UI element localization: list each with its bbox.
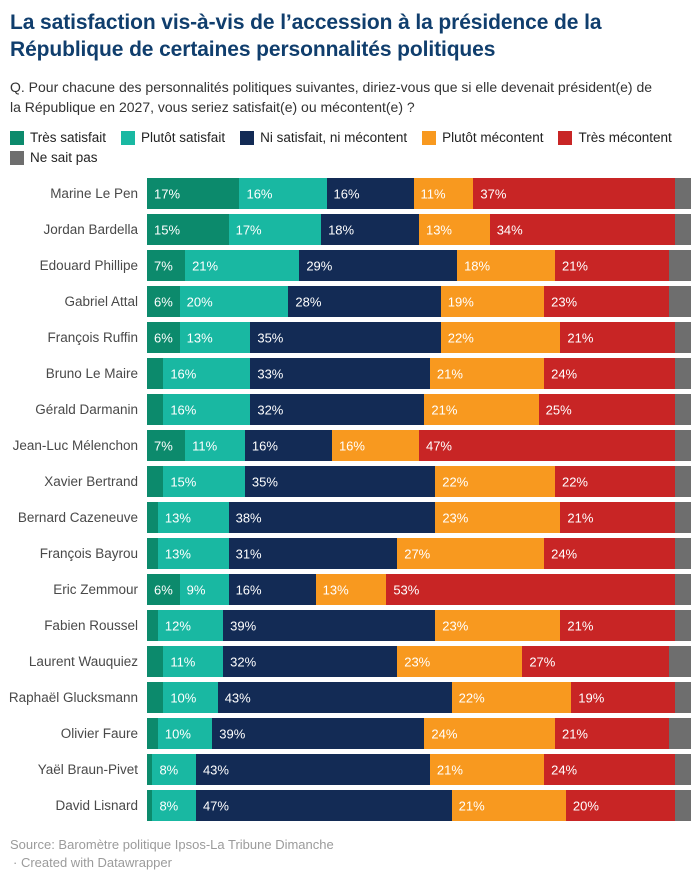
row-label: Gérald Darmanin <box>35 402 138 418</box>
row-label: Xavier Bertrand <box>44 474 138 490</box>
segment-value-label: 6% <box>154 582 173 598</box>
bar-row-david-lisnard <box>10 790 691 821</box>
segment-value-label: 20% <box>186 294 213 310</box>
legend-item-pluto-t-satisfait <box>121 130 225 145</box>
bar-segment-ne-sait-pas <box>675 466 691 497</box>
segment-value-label: 6% <box>154 330 173 346</box>
segment-value-label: 15% <box>154 222 181 238</box>
bar-segment-tre-s-me-content <box>522 646 669 677</box>
bar-segment-tre-s-me-content <box>544 754 675 785</box>
chart-title: La satisfaction vis-à-vis de l’accession à la présidence de la République de certaines personnalités politiques <box>10 11 602 62</box>
bar-segment-ni-satisfait-ni-me-content <box>212 718 424 749</box>
bar-segment-pluto-t-satisfait <box>152 790 196 821</box>
row-label: Raphaël Glucksmann <box>8 690 138 706</box>
segment-value-label: 16% <box>338 438 365 454</box>
chart-subtitle: Q. Pour chacune des personnalités politiques suivantes, diriez-vous que si elle devenait président(e) de la République en 2027, vous seriez satisfait(e) ou mécontent(e) ? <box>10 78 653 115</box>
row-label: David Lisnard <box>55 798 138 814</box>
bar-segment-pluto-t-satisfait <box>185 430 245 461</box>
segment-value-label: 21% <box>436 762 463 778</box>
bar-track <box>147 610 691 641</box>
bar-track <box>147 430 691 461</box>
bar-track <box>147 286 691 317</box>
bar-segment-tre-s-satisfait <box>147 718 158 749</box>
bar-segment-tre-s-me-content <box>560 610 674 641</box>
bar-segment-ne-sait-pas <box>675 790 691 821</box>
bar-track <box>147 214 691 245</box>
bar-segment-pluto-t-me-content <box>435 610 560 641</box>
segment-value-label: 22% <box>447 330 474 346</box>
row-label: Gabriel Attal <box>64 294 138 310</box>
segment-value-label: 7% <box>154 438 173 454</box>
bar-segment-tre-s-me-content <box>555 718 669 749</box>
segment-value-label: 43% <box>224 690 251 706</box>
bar-segment-ni-satisfait-ni-me-content <box>250 322 440 353</box>
bar-row-ge-rald-darmanin <box>10 394 691 425</box>
bar-track <box>147 574 691 605</box>
bar-track <box>147 682 691 713</box>
bar-segment-tre-s-satisfait <box>147 610 158 641</box>
bar-row-yae-l-braun-pivet <box>10 754 691 785</box>
segment-value-label: 19% <box>447 294 474 310</box>
row-label: Bruno Le Maire <box>45 366 138 382</box>
segment-value-label: 38% <box>235 510 262 526</box>
segment-value-label: 23% <box>442 510 469 526</box>
row-label: Jean-Luc Mélenchon <box>12 438 138 454</box>
legend-label: Plutôt satisfait <box>141 130 226 146</box>
bar-segment-ne-sait-pas <box>669 286 691 317</box>
bar-segment-tre-s-me-content <box>571 682 674 713</box>
bar-segment-ne-sait-pas <box>675 178 691 209</box>
segment-value-label: 24% <box>551 546 578 562</box>
segment-value-label: 22% <box>561 474 588 490</box>
segment-value-label: 10% <box>164 726 191 742</box>
legend-swatch-icon <box>10 151 24 165</box>
bar-segment-tre-s-me-content <box>473 178 674 209</box>
bar-segment-ne-sait-pas <box>675 574 691 605</box>
bar-segment-tre-s-me-content <box>386 574 674 605</box>
segment-value-label: 21% <box>561 258 588 274</box>
legend-label: Très mécontent <box>578 130 672 146</box>
legend-row <box>10 150 691 165</box>
segment-value-label: 22% <box>458 690 485 706</box>
segment-value-label: 24% <box>551 762 578 778</box>
legend-label: Plutôt mécontent <box>442 130 544 146</box>
bar-segment-ne-sait-pas <box>669 646 691 677</box>
bar-segment-pluto-t-me-content <box>430 358 544 389</box>
segment-value-label: 47% <box>425 438 452 454</box>
row-label: Olivier Faure <box>60 726 138 742</box>
bar-segment-ni-satisfait-ni-me-content <box>299 250 457 281</box>
bar-segment-ni-satisfait-ni-me-content <box>288 286 440 317</box>
legend-swatch-icon <box>121 131 135 145</box>
bar-track <box>147 718 691 749</box>
segment-value-label: 13% <box>164 546 191 562</box>
bar-track <box>147 466 691 497</box>
bar-segment-ne-sait-pas <box>675 214 691 245</box>
segment-value-label: 17% <box>154 186 181 202</box>
bar-segment-ne-sait-pas <box>675 358 691 389</box>
bar-row-xavier-bertrand <box>10 466 691 497</box>
bar-segment-pluto-t-me-content <box>435 466 555 497</box>
bar-segment-tre-s-me-content <box>539 394 675 425</box>
segment-value-label: 16% <box>170 402 197 418</box>
segment-value-label: 47% <box>202 798 229 814</box>
row-label: Eric Zemmour <box>53 582 138 598</box>
segment-value-label: 34% <box>496 222 523 238</box>
segment-value-label: 33% <box>257 366 284 382</box>
bar-segment-pluto-t-satisfait <box>229 214 321 245</box>
bar-row-olivier-faure <box>10 718 691 749</box>
bar-segment-pluto-t-satisfait <box>158 610 223 641</box>
segment-value-label: 31% <box>235 546 262 562</box>
bar-segment-pluto-t-me-content <box>397 538 544 569</box>
bar-segment-ni-satisfait-ni-me-content <box>250 358 430 389</box>
segment-value-label: 21% <box>567 330 594 346</box>
bar-segment-ni-satisfait-ni-me-content <box>196 754 430 785</box>
bar-segment-pluto-t-satisfait <box>180 322 251 353</box>
segment-value-label: 21% <box>567 510 594 526</box>
bar-row-franc-ois-ruffin <box>10 322 691 353</box>
bar-segment-tre-s-satisfait <box>147 502 158 533</box>
bar-row-laurent-wauquiez <box>10 646 691 677</box>
segment-value-label: 32% <box>257 402 284 418</box>
bar-segment-ni-satisfait-ni-me-content <box>223 646 397 677</box>
bar-segment-pluto-t-me-content <box>316 574 387 605</box>
bar-segment-tre-s-me-content <box>560 502 674 533</box>
bar-segment-tre-s-me-content <box>555 466 675 497</box>
bar-segment-pluto-t-satisfait <box>180 574 229 605</box>
segment-value-label: 21% <box>436 366 463 382</box>
segment-value-label: 10% <box>170 690 197 706</box>
row-label: Marine Le Pen <box>50 186 138 202</box>
bar-row-gabriel-attal <box>10 286 691 317</box>
segment-value-label: 12% <box>164 618 191 634</box>
bar-segment-tre-s-satisfait <box>147 286 180 317</box>
bar-segment-ni-satisfait-ni-me-content <box>250 394 424 425</box>
bar-segment-pluto-t-me-content <box>441 286 544 317</box>
segment-value-label: 39% <box>219 726 246 742</box>
bar-row-fabien-roussel <box>10 610 691 641</box>
bar-segment-pluto-t-me-content <box>424 718 555 749</box>
segment-value-label: 23% <box>404 654 431 670</box>
segment-value-label: 43% <box>202 762 229 778</box>
row-label: François Ruffin <box>47 330 138 346</box>
bar-row-franc-ois-bayrou <box>10 538 691 569</box>
segment-value-label: 13% <box>425 222 452 238</box>
bar-segment-pluto-t-satisfait <box>152 754 196 785</box>
segment-value-label: 7% <box>154 258 173 274</box>
bar-segment-pluto-t-me-content <box>424 394 538 425</box>
row-label: Jordan Bardella <box>43 222 138 238</box>
bar-segment-pluto-t-satisfait <box>180 286 289 317</box>
legend-label: Ni satisfait, ni mécontent <box>260 130 408 146</box>
segment-value-label: 24% <box>551 366 578 382</box>
segment-value-label: 11% <box>192 438 218 454</box>
legend-label: Très satisfait <box>30 130 107 146</box>
bar-segment-tre-s-satisfait <box>147 322 180 353</box>
segment-value-label: 35% <box>257 330 284 346</box>
legend-swatch-icon <box>10 131 24 145</box>
segment-value-label: 16% <box>235 582 262 598</box>
segment-value-label: 21% <box>192 258 219 274</box>
bar-segment-pluto-t-me-content <box>452 790 566 821</box>
bar-segment-tre-s-me-content <box>490 214 675 245</box>
segment-value-label: 6% <box>154 294 173 310</box>
segment-value-label: 8% <box>159 762 179 778</box>
bar-segment-tre-s-satisfait <box>147 178 239 209</box>
stacked-bar-chart <box>10 178 691 821</box>
bar-segment-ni-satisfait-ni-me-content <box>245 430 332 461</box>
bar-segment-ni-satisfait-ni-me-content <box>321 214 419 245</box>
bar-row-raphae-l-glucksmann <box>10 682 691 713</box>
legend-swatch-icon <box>240 131 254 145</box>
segment-value-label: 27% <box>529 654 556 670</box>
bar-row-jean-luc-me-lenchon <box>10 430 691 461</box>
row-label: Bernard Cazeneuve <box>17 510 138 526</box>
bar-segment-tre-s-satisfait <box>147 358 163 389</box>
segment-value-label: 21% <box>431 402 458 418</box>
bar-segment-tre-s-me-content <box>566 790 675 821</box>
bar-segment-ne-sait-pas <box>675 430 691 461</box>
row-label: Laurent Wauquiez <box>28 654 138 670</box>
bar-segment-pluto-t-satisfait <box>158 502 229 533</box>
bar-segment-ne-sait-pas <box>669 250 691 281</box>
attribution-line: · Created with Datawrapper <box>13 855 172 871</box>
segment-value-label: 22% <box>442 474 469 490</box>
legend-item-tre-s-me-content <box>558 130 671 145</box>
bar-track <box>147 250 691 281</box>
bar-segment-ni-satisfait-ni-me-content <box>327 178 414 209</box>
segment-value-label: 21% <box>561 726 588 742</box>
bar-segment-ne-sait-pas <box>669 718 691 749</box>
segment-value-label: 18% <box>464 258 491 274</box>
bar-track <box>147 322 691 353</box>
segment-value-label: 13% <box>164 510 191 526</box>
segment-value-label: 24% <box>431 726 458 742</box>
row-label: Fabien Roussel <box>44 618 138 634</box>
bar-segment-tre-s-satisfait <box>147 250 185 281</box>
bar-segment-pluto-t-satisfait <box>163 682 217 713</box>
segment-value-label: 25% <box>545 402 572 418</box>
bar-segment-ni-satisfait-ni-me-content <box>245 466 435 497</box>
legend <box>10 130 691 165</box>
bar-segment-pluto-t-me-content <box>441 322 561 353</box>
bar-segment-pluto-t-satisfait <box>163 466 245 497</box>
bar-row-edouard-phillipe <box>10 250 691 281</box>
segment-value-label: 11% <box>420 186 446 202</box>
segment-value-label: 32% <box>230 654 257 670</box>
bar-segment-pluto-t-me-content <box>397 646 522 677</box>
segment-value-label: 20% <box>572 798 599 814</box>
bar-segment-tre-s-satisfait <box>147 646 163 677</box>
row-label: Yaël Braun-Pivet <box>37 762 138 778</box>
bar-segment-ni-satisfait-ni-me-content <box>229 538 398 569</box>
bar-segment-pluto-t-me-content <box>435 502 560 533</box>
segment-value-label: 17% <box>235 222 262 238</box>
legend-item-ne-sait-pas <box>10 150 98 165</box>
segment-value-label: 13% <box>322 582 349 598</box>
bar-segment-pluto-t-satisfait <box>158 538 229 569</box>
bar-segment-ni-satisfait-ni-me-content <box>223 610 435 641</box>
bar-segment-pluto-t-me-content <box>457 250 555 281</box>
bar-segment-pluto-t-satisfait <box>239 178 326 209</box>
bar-track <box>147 646 691 677</box>
bar-segment-ni-satisfait-ni-me-content <box>229 502 436 533</box>
segment-value-label: 23% <box>442 618 469 634</box>
bar-segment-ne-sait-pas <box>675 754 691 785</box>
legend-swatch-icon <box>558 131 572 145</box>
bar-segment-ni-satisfait-ni-me-content <box>196 790 452 821</box>
bar-segment-pluto-t-satisfait <box>163 646 223 677</box>
segment-value-label: 27% <box>404 546 431 562</box>
bar-segment-tre-s-me-content <box>560 322 674 353</box>
bar-row-jordan-bardella <box>10 214 691 245</box>
legend-item-tre-s-satisfait <box>10 130 106 145</box>
segment-value-label: 21% <box>567 618 594 634</box>
legend-swatch-icon <box>422 131 436 145</box>
segment-value-label: 16% <box>251 438 278 454</box>
bar-segment-pluto-t-me-content <box>414 178 474 209</box>
bar-segment-tre-s-me-content <box>544 538 675 569</box>
segment-value-label: 16% <box>170 366 197 382</box>
bar-segment-pluto-t-me-content <box>452 682 572 713</box>
bar-segment-ne-sait-pas <box>675 394 691 425</box>
bar-segment-pluto-t-satisfait <box>185 250 299 281</box>
source-line: Source: Baromètre politique Ipsos-La Tribune Dimanche <box>10 837 334 853</box>
bar-segment-ne-sait-pas <box>675 682 691 713</box>
segment-value-label: 8% <box>159 798 179 814</box>
bar-track <box>147 790 691 821</box>
bar-row-eric-zemmour <box>10 574 691 605</box>
bar-track <box>147 178 691 209</box>
legend-item-pluto-t-me-content <box>422 130 543 145</box>
bar-segment-pluto-t-satisfait <box>163 358 250 389</box>
bar-row-bruno-le-maire <box>10 358 691 389</box>
bar-segment-ne-sait-pas <box>675 610 691 641</box>
bar-row-marine-le-pen <box>10 178 691 209</box>
bar-segment-pluto-t-me-content <box>419 214 490 245</box>
bar-segment-ne-sait-pas <box>675 538 691 569</box>
bar-row-bernard-cazeneuve <box>10 502 691 533</box>
bar-segment-tre-s-me-content <box>544 286 669 317</box>
segment-value-label: 23% <box>551 294 578 310</box>
legend-item-ni-satisfait-ni-me-content <box>240 130 407 145</box>
bar-track <box>147 538 691 569</box>
segment-value-label: 16% <box>246 186 273 202</box>
bar-segment-pluto-t-satisfait <box>163 394 250 425</box>
segment-value-label: 21% <box>458 798 485 814</box>
segment-value-label: 18% <box>328 222 355 238</box>
bar-segment-tre-s-me-content <box>419 430 675 461</box>
bar-track <box>147 502 691 533</box>
row-label: François Bayrou <box>39 546 138 562</box>
segment-value-label: 53% <box>393 582 420 598</box>
bar-segment-pluto-t-satisfait <box>158 718 212 749</box>
segment-value-label: 39% <box>230 618 257 634</box>
chart-footer <box>10 836 691 872</box>
bar-segment-tre-s-satisfait <box>147 214 229 245</box>
row-label: Edouard Phillipe <box>39 258 138 274</box>
bar-segment-ni-satisfait-ni-me-content <box>229 574 316 605</box>
segment-value-label: 11% <box>170 654 196 670</box>
bar-segment-tre-s-me-content <box>544 358 675 389</box>
segment-value-label: 16% <box>333 186 360 202</box>
segment-value-label: 15% <box>170 474 197 490</box>
segment-value-label: 35% <box>251 474 278 490</box>
bar-segment-pluto-t-me-content <box>430 754 544 785</box>
segment-value-label: 37% <box>480 186 507 202</box>
bar-segment-tre-s-me-content <box>555 250 669 281</box>
bar-segment-tre-s-satisfait <box>147 682 163 713</box>
segment-value-label: 19% <box>578 690 605 706</box>
bar-segment-ni-satisfait-ni-me-content <box>218 682 452 713</box>
bar-segment-tre-s-satisfait <box>147 466 163 497</box>
bar-track <box>147 394 691 425</box>
bar-track <box>147 754 691 785</box>
segment-value-label: 29% <box>306 258 333 274</box>
bar-segment-ne-sait-pas <box>675 322 691 353</box>
segment-value-label: 9% <box>186 582 206 598</box>
segment-value-label: 28% <box>295 294 322 310</box>
bar-segment-pluto-t-me-content <box>332 430 419 461</box>
bar-segment-tre-s-satisfait <box>147 394 163 425</box>
bar-track <box>147 358 691 389</box>
bar-segment-tre-s-satisfait <box>147 430 185 461</box>
bar-segment-tre-s-satisfait <box>147 574 180 605</box>
bar-segment-ne-sait-pas <box>675 502 691 533</box>
legend-label: Ne sait pas <box>30 150 98 166</box>
segment-value-label: 13% <box>186 330 213 346</box>
legend-row <box>10 130 691 145</box>
bar-segment-tre-s-satisfait <box>147 538 158 569</box>
